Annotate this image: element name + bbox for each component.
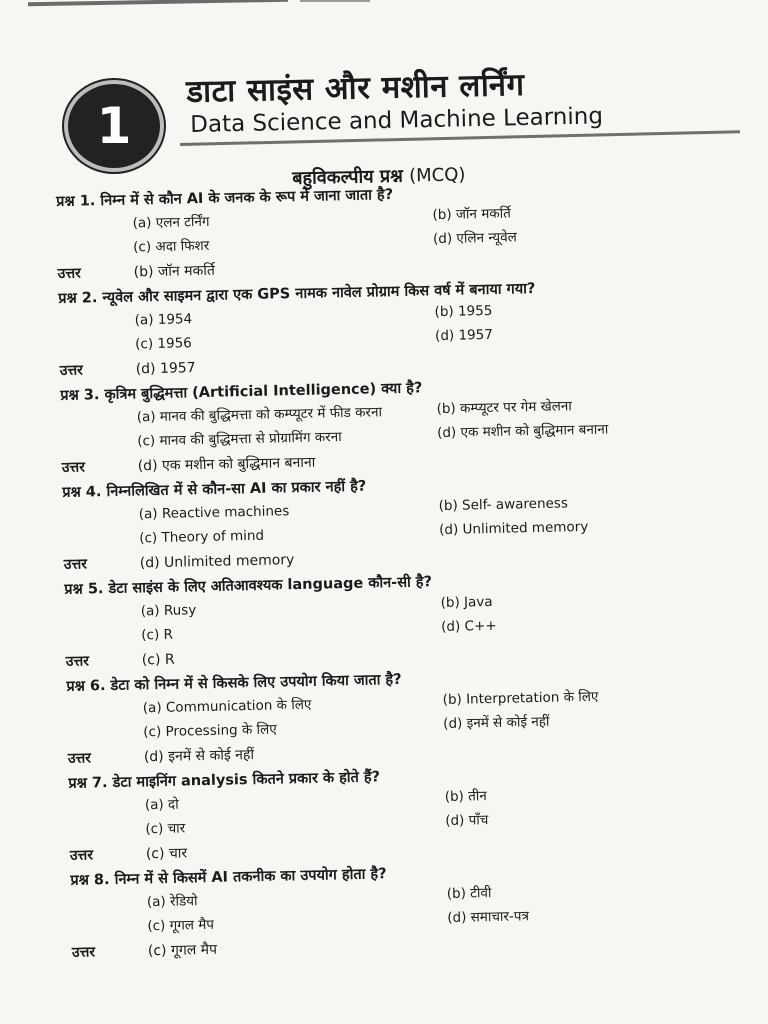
option-d: (d) 1957 <box>434 326 494 345</box>
question-body: डेटा माइनिंग analysis कितने प्रकार के होते हैं? <box>112 769 381 791</box>
page-top-edge <box>0 0 768 8</box>
chapter-number: 1 <box>96 97 132 155</box>
option-d: (d) पाँच <box>445 812 489 829</box>
option-c: (c) R <box>141 626 174 644</box>
question-body: डेटा साइंस के लिए अतिआवश्यक language कौन-सी है? <box>108 574 433 597</box>
top-edge-line-2 <box>300 0 370 2</box>
option-a: (a) Reactive machines <box>138 503 290 523</box>
chapter-number-badge <box>64 80 164 172</box>
question-body: निम्न में से कौन AI के जनक के रूप में जाना जाता है? <box>100 186 394 210</box>
option-d: (d) एक मशीन को बुद्धिमान बनाना <box>436 421 609 442</box>
option-a: (a) Communication के लिए <box>142 696 312 717</box>
option-c: (c) अदा फिशर <box>133 237 210 256</box>
question-list <box>56 179 712 968</box>
option-b: (b) Java <box>440 593 493 612</box>
answer-value: (c) गूगल मैप <box>147 941 218 960</box>
answer-label: उत्तर <box>67 750 92 767</box>
answer-value: (d) एक मशीन को बुद्धिमान बनाना <box>137 454 316 475</box>
section-heading-hindi: बहुविकल्पीय प्रश्न <box>292 165 404 189</box>
answer-label: उत्तर <box>71 944 96 961</box>
option-a: (a) एलन टर्निंग <box>132 213 210 232</box>
option-d: (d) Unlimited memory <box>438 518 589 539</box>
option-b: (b) जॉन मकर्ति <box>432 205 512 224</box>
question-body: निम्नलिखित में से कौन-सा AI का प्रकार नहीं है? <box>106 478 367 501</box>
chapter-title-english: Data Science and Machine Learning <box>190 103 604 138</box>
question-block <box>68 760 710 868</box>
option-d: (d) एलिन न्यूवेल <box>432 229 517 248</box>
question-block <box>64 567 706 675</box>
question-block <box>56 179 698 287</box>
option-c: (c) Theory of mind <box>139 527 265 547</box>
question-block <box>62 470 704 578</box>
answer-label: उत्तर <box>61 459 86 476</box>
question-body: निम्न में से किसमें AI तकनीक का उपयोग होता है? <box>114 866 387 888</box>
option-b: (b) Self- awareness <box>438 495 569 515</box>
question-block <box>58 276 700 384</box>
answer-value: (d) Unlimited memory <box>139 552 295 572</box>
answer-value: (c) चार <box>145 845 188 863</box>
answer-label: उत्तर <box>63 556 88 573</box>
question-block <box>60 373 702 481</box>
section-heading-english: (MCQ) <box>408 164 466 187</box>
option-a: (a) रेडियो <box>146 893 198 911</box>
option-d: (d) समाचार-पत्र <box>447 908 530 926</box>
option-a: (a) 1954 <box>134 311 193 329</box>
option-b: (b) तीन <box>444 788 488 805</box>
option-d: (d) C++ <box>441 617 497 636</box>
question-number: प्रश्न 2. <box>58 290 98 307</box>
question-block <box>70 857 712 965</box>
question-body: कृत्रिम बुद्धिमत्ता (Artificial Intelligence) क्या है? <box>104 380 423 404</box>
option-b: (b) कम्प्यूटर पर गेम खेलना <box>436 398 572 418</box>
question-number: प्रश्न 4. <box>62 484 102 501</box>
question-number: प्रश्न 6. <box>66 678 106 695</box>
option-c: (c) गूगल मैप <box>147 916 215 935</box>
question-body: डेटा को निम्न में से किसके लिए उपयोग किया जाता है? <box>110 671 402 694</box>
option-c: (c) चार <box>145 820 186 838</box>
chapter-title-hindi: डाटा साइंस और मशीन लर्निंग <box>186 66 525 110</box>
option-b: (b) Interpretation के लिए <box>442 688 599 709</box>
answer-label: उत्तर <box>59 362 83 379</box>
question-number: प्रश्न 3. <box>60 387 100 404</box>
answer-label: उत्तर <box>57 265 81 282</box>
option-c: (c) Processing के लिए <box>143 721 277 741</box>
question-body: न्यूवेल और साइमन द्वारा एक GPS नामक नावेल प्रोग्राम किस वर्ष में बनाया गया? <box>102 280 536 307</box>
answer-value: (d) 1957 <box>135 360 196 378</box>
answer-label: उत्तर <box>65 653 90 670</box>
answer-value: (b) जॉन मकर्ति <box>133 262 216 281</box>
top-edge-line <box>28 0 288 6</box>
option-a: (a) दो <box>144 796 179 814</box>
answer-value: (d) इनमें से कोई नहीं <box>143 746 255 766</box>
answer-value: (c) R <box>141 651 175 669</box>
option-b: (b) टीवी <box>446 885 492 902</box>
option-a: (a) Rusy <box>140 602 197 620</box>
question-number: प्रश्न 5. <box>64 581 104 598</box>
option-a: (a) मानव की बुद्धिमत्ता को कम्प्यूटर में फीड करना <box>136 404 383 426</box>
question-number: प्रश्न 7. <box>68 775 108 792</box>
option-b: (b) 1955 <box>434 302 493 321</box>
option-c: (c) मानव की बुद्धिमत्ता से प्रोग्रामिंग करना <box>137 429 342 450</box>
question-block <box>66 663 708 771</box>
option-d: (d) इनमें से कोई नहीं <box>443 713 550 733</box>
option-c: (c) 1956 <box>135 335 192 353</box>
answer-label: उत्तर <box>69 847 94 864</box>
question-number: प्रश्न 8. <box>70 872 110 889</box>
question-number: प्रश्न 1. <box>56 193 96 210</box>
